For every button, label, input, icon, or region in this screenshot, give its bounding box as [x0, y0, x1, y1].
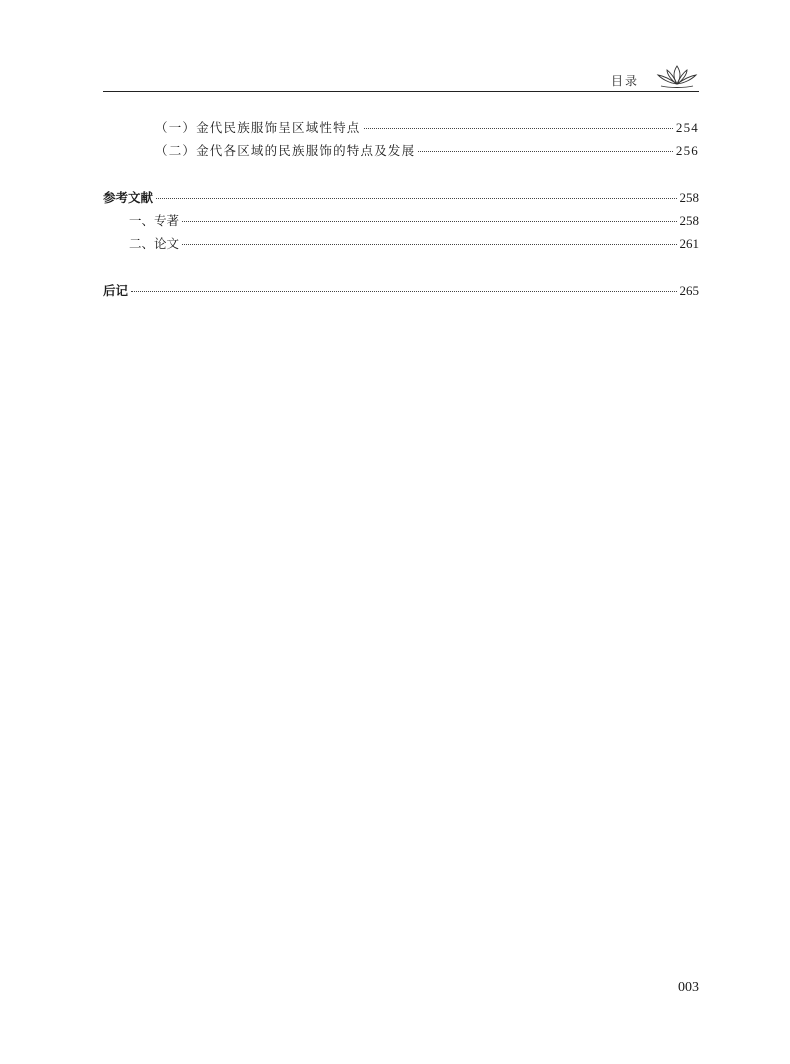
toc-entry-label: （二）金代各区域的民族服饰的特点及发展	[155, 143, 416, 158]
lotus-icon	[655, 62, 699, 90]
toc-entry[interactable]	[103, 234, 699, 257]
toc-entry[interactable]	[103, 281, 699, 304]
leader-dots	[131, 291, 676, 292]
section-gap	[103, 164, 699, 188]
toc-entry-page: 265	[679, 283, 699, 298]
toc-entry-label: 二、论文	[129, 236, 180, 251]
section-gap	[103, 257, 699, 281]
leader-dots	[156, 198, 676, 199]
leader-dots	[182, 221, 676, 222]
leader-dots	[182, 244, 676, 245]
toc-entry-page: 254	[675, 120, 699, 135]
toc-entry[interactable]	[103, 118, 699, 141]
leader-dots	[418, 151, 673, 152]
toc-entry[interactable]	[103, 188, 699, 211]
toc-entry[interactable]	[103, 211, 699, 234]
running-header	[103, 60, 699, 92]
toc-entry-label: （一）金代民族服饰呈区域性特点	[155, 120, 361, 135]
toc-entry-label: 参考文献	[103, 190, 154, 205]
leader-dots	[364, 128, 673, 129]
toc-entry-page: 258	[679, 213, 699, 228]
toc-entry-page: 261	[679, 236, 699, 251]
page-number: 003	[678, 980, 699, 995]
header-title: 目录	[610, 74, 639, 88]
header-rule	[103, 91, 699, 92]
table-of-contents	[103, 118, 699, 304]
toc-entry[interactable]	[103, 141, 699, 164]
toc-entry-label: 一、专著	[129, 213, 180, 228]
toc-entry-label: 后记	[103, 283, 129, 298]
toc-entry-page: 258	[679, 190, 699, 205]
toc-entry-page: 256	[675, 143, 699, 158]
